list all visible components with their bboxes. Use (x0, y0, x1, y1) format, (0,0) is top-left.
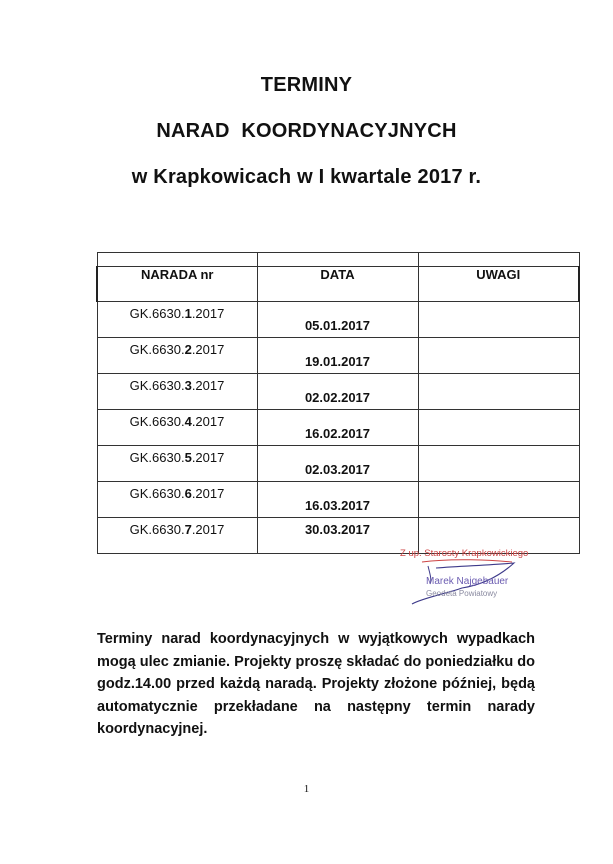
table-row (97, 446, 579, 482)
table-row (97, 302, 579, 338)
table-top-spacer (97, 253, 579, 267)
table-header-row (97, 267, 579, 302)
remarks-cell (418, 446, 579, 482)
column-header-narada: NARADA nr (97, 267, 257, 302)
stamp-line-3: Geodeta Powiatowy (426, 589, 498, 598)
column-header-uwagi: UWAGI (418, 267, 579, 302)
meeting-date-cell: 16.02.2017 (257, 410, 418, 446)
meeting-number-cell: GK.6630.2.2017 (97, 338, 257, 374)
meeting-number-cell: GK.6630.7.2017 (97, 518, 257, 554)
remarks-cell (418, 482, 579, 518)
remarks-cell (418, 410, 579, 446)
meeting-number-cell: GK.6630.4.2017 (97, 410, 257, 446)
notice-paragraph: Terminy narad koordynacyjnych w wyjątkowych wypadkach mogą ulec zmianie. Projekty proszę składać do poniedziałku do godz.14.00 przed każdą naradą. Projekty złożone później, będą automatycznie przekładane na następny termin narady koordynacyjnej. (97, 631, 535, 737)
meeting-date-cell: 02.02.2017 (257, 374, 418, 410)
meeting-number-cell: GK.6630.1.2017 (97, 302, 257, 338)
title-line-2: NARAD KOORDYNACYJNYCH (156, 120, 457, 142)
table-row (97, 482, 579, 518)
table-row (97, 338, 579, 374)
meeting-number-cell: GK.6630.5.2017 (97, 446, 257, 482)
meeting-number-cell: GK.6630.3.2017 (97, 374, 257, 410)
meeting-date-cell: 05.01.2017 (257, 302, 418, 338)
meeting-date-cell: 30.03.2017 (257, 518, 418, 554)
title-line-1: TERMINY (260, 74, 353, 96)
meeting-number-cell: GK.6630.6.2017 (97, 482, 257, 518)
table-row (97, 374, 579, 410)
meeting-date-cell: 19.01.2017 (257, 338, 418, 374)
title-line-3: w Krapkowicach w I kwartale 2017 r. (131, 166, 482, 188)
column-header-data: DATA (257, 267, 418, 302)
remarks-cell (418, 374, 579, 410)
stamp-line-1: Z up. Starosty Krapkowickiego (400, 548, 529, 559)
remarks-cell (418, 302, 579, 338)
stamp-line-2: Marek Najgebauer (426, 576, 509, 587)
official-stamp-signature (392, 548, 582, 606)
meeting-date-cell: 02.03.2017 (257, 446, 418, 482)
table-row (97, 410, 579, 446)
meeting-date-cell: 16.03.2017 (257, 482, 418, 518)
remarks-cell (418, 338, 579, 374)
page-number: 1 (303, 783, 310, 795)
schedule-table (96, 252, 580, 554)
